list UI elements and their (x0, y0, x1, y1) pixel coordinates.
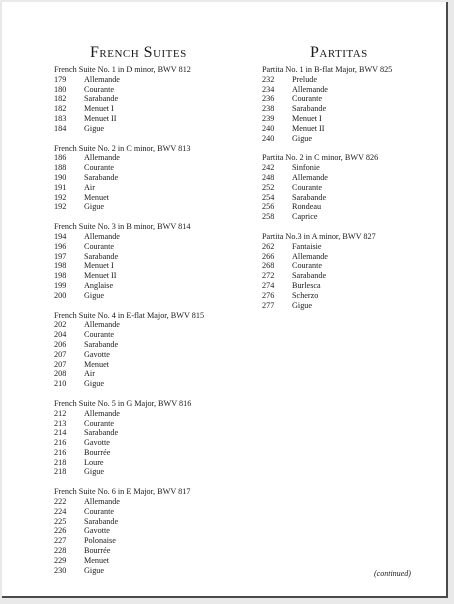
movement-name: Allemande (84, 320, 120, 330)
movement-row (262, 163, 392, 173)
suite-block (262, 153, 392, 222)
page-number: 225 (54, 516, 67, 526)
movement-name: Sarabande (84, 339, 119, 349)
suite-block (54, 399, 204, 477)
movement-name: Allemande (84, 231, 120, 241)
movement-name: Allemande (84, 408, 120, 418)
movement-name: Courante (292, 182, 323, 192)
movement-row (54, 153, 204, 163)
movement-row (54, 94, 204, 104)
movement-name: Courante (292, 94, 323, 104)
page-number: 232 (262, 74, 275, 84)
page-number: 218 (54, 457, 67, 467)
movement-name: Courante (84, 418, 115, 428)
suite-block (262, 232, 392, 310)
suite-block (262, 65, 392, 143)
movement-name: Bourrée (84, 447, 111, 457)
movement-row (54, 75, 204, 85)
movement-name: Menuet II (84, 271, 117, 281)
movement-name: Air (84, 369, 95, 379)
page-number: 242 (262, 163, 275, 173)
page-number: 198 (54, 261, 67, 271)
movement-name: Menuet (84, 359, 110, 369)
page-number: 199 (54, 280, 67, 290)
movement-name: Fantaisie (292, 241, 322, 251)
movement-name: Gigue (292, 300, 313, 310)
movement-name: Allemande (84, 153, 120, 163)
page-number: 183 (54, 113, 67, 123)
page-number: 184 (54, 123, 67, 133)
page-number: 210 (54, 379, 67, 389)
movement-row (54, 193, 204, 203)
movement-name: Menuet (84, 192, 110, 202)
page-number: 229 (54, 555, 67, 565)
movement-row (54, 232, 204, 242)
movement-row (54, 428, 204, 438)
movement-name: Menuet I (292, 113, 322, 123)
page-number: 186 (54, 153, 67, 163)
movement-row (54, 379, 204, 389)
document-page (2, 2, 448, 598)
page-number: 198 (54, 271, 67, 281)
page-number: 208 (54, 369, 67, 379)
page-number: 194 (54, 231, 67, 241)
movement-row (54, 369, 204, 379)
page-number: 182 (54, 94, 67, 104)
page-number: 202 (54, 320, 67, 330)
page-number: 236 (262, 94, 275, 104)
movement-name: Prelude (292, 74, 318, 84)
suite-title: Partita No. 1 in B-flat Major, BWV 825 (262, 65, 393, 74)
movement-row (54, 526, 204, 536)
page-number: 227 (54, 536, 67, 546)
section-heading-partitas: Partitas (310, 44, 368, 61)
movement-row (54, 320, 204, 330)
movement-row (262, 193, 392, 203)
movement-row (262, 124, 392, 134)
movement-name: Gigue (84, 379, 105, 389)
movement-name: Air (84, 182, 95, 192)
page-number: 276 (262, 290, 275, 300)
suite-title: Partita No. 2 in C minor, BWV 826 (262, 153, 379, 163)
page-number: 240 (262, 133, 275, 143)
page-number: 240 (262, 123, 275, 133)
movement-row (54, 291, 204, 301)
movement-row (262, 75, 392, 85)
page-number: 272 (262, 271, 275, 281)
page-number: 268 (262, 261, 275, 271)
suite-block (54, 222, 204, 300)
movement-row (54, 507, 204, 517)
page-number: 191 (54, 182, 67, 192)
movement-name: Polonaise (84, 536, 116, 546)
page-number: 214 (54, 428, 67, 438)
movement-name: Sarabande (292, 104, 327, 114)
movement-row (54, 448, 204, 458)
page-number: 207 (54, 359, 67, 369)
movement-row (54, 536, 204, 546)
page-number: 234 (262, 84, 275, 94)
movement-name: Sinfonie (292, 163, 320, 173)
movement-name: Sarabande (84, 428, 119, 438)
page-number: 230 (54, 565, 67, 575)
page-number: 252 (262, 182, 275, 192)
movement-name: Sarabande (292, 192, 327, 202)
suite-title: French Suite No. 1 in D minor, BWV 812 (54, 65, 191, 74)
movement-row (262, 291, 392, 301)
page-number: 216 (54, 438, 67, 448)
page-number: 200 (54, 290, 67, 300)
suite-block (54, 65, 204, 134)
movement-row (54, 566, 204, 576)
page-number: 192 (54, 192, 67, 202)
movement-name: Menuet (84, 555, 110, 565)
suite-list (262, 65, 392, 320)
movement-name: Allemande (292, 172, 328, 182)
movement-row (54, 546, 204, 556)
page-number: 218 (54, 467, 67, 477)
movement-row (54, 183, 204, 193)
movement-name: Sarabande (84, 172, 119, 182)
movement-name: Bourrée (84, 546, 111, 556)
movement-name: Gigue (84, 123, 105, 133)
movement-row (54, 261, 204, 271)
movement-row (262, 202, 392, 212)
movement-row (54, 497, 204, 507)
movement-row (54, 163, 204, 173)
page-number: 222 (54, 497, 67, 507)
movement-name: Gigue (84, 565, 105, 575)
page-number: 196 (54, 241, 67, 251)
page-number: 180 (54, 84, 67, 94)
page-number: 207 (54, 349, 67, 359)
movement-name: Courante (84, 241, 115, 251)
movement-row (54, 202, 204, 212)
movement-name: Gigue (84, 467, 105, 477)
movement-name: Gigue (84, 202, 105, 212)
movement-name: Courante (84, 330, 115, 340)
movement-name: Gavotte (84, 349, 110, 359)
movement-row (262, 271, 392, 281)
movement-name: Gigue (292, 133, 313, 143)
movement-name: Burlesca (292, 280, 321, 290)
movement-row (262, 85, 392, 95)
movement-name: Anglaise (84, 280, 114, 290)
movement-row (54, 242, 204, 252)
page-number: 258 (262, 212, 275, 222)
movement-row (54, 409, 204, 419)
movement-row (262, 183, 392, 193)
movement-row (54, 173, 204, 183)
page-number: 212 (54, 408, 67, 418)
page-number: 188 (54, 163, 67, 173)
movement-name: Gavotte (84, 526, 110, 536)
suite-title: Partita No.3 in A minor, BWV 827 (262, 231, 376, 241)
movement-row (262, 104, 392, 114)
movement-name: Scherzo (292, 290, 319, 300)
suite-title: French Suite No. 6 in E Major, BWV 817 (54, 487, 191, 497)
suite-block (54, 487, 204, 575)
movement-name: Courante (84, 163, 115, 173)
page-number: 226 (54, 526, 67, 536)
page-number: 204 (54, 330, 67, 340)
continued-note: (continued) (374, 569, 411, 578)
movement-name: Menuet II (84, 113, 117, 123)
movement-row (262, 252, 392, 262)
movement-name: Caprice (292, 212, 318, 222)
movement-row (262, 134, 392, 144)
suite-list (54, 65, 204, 585)
movement-name: Courante (292, 261, 323, 271)
page-number: 190 (54, 172, 67, 182)
movement-row (262, 212, 392, 222)
page-number: 262 (262, 241, 275, 251)
movement-row (54, 271, 204, 281)
movement-row (262, 94, 392, 104)
page-number: 228 (54, 546, 67, 556)
movement-name: Allemande (292, 84, 328, 94)
suite-title: French Suite No. 3 in B minor, BWV 814 (54, 222, 191, 232)
movement-name: Rondeau (292, 202, 322, 212)
movement-row (54, 517, 204, 527)
movement-name: Allemande (292, 251, 328, 261)
movement-row (54, 330, 204, 340)
movement-row (54, 438, 204, 448)
movement-row (54, 458, 204, 468)
movement-name: Courante (84, 84, 115, 94)
suite-block (54, 144, 204, 213)
movement-name: Gavotte (84, 438, 110, 448)
movement-row (262, 261, 392, 271)
page-number: 256 (262, 202, 275, 212)
suite-block (54, 311, 204, 389)
movement-name: Sarabande (292, 271, 327, 281)
page-number: 274 (262, 280, 275, 290)
movement-row (262, 173, 392, 183)
page-number: 277 (262, 300, 275, 310)
page-number: 248 (262, 172, 275, 182)
movement-name: Allemande (84, 74, 120, 84)
page-number: 254 (262, 192, 275, 202)
movement-row (54, 350, 204, 360)
movement-name: Loure (84, 457, 104, 467)
movement-row (54, 104, 204, 114)
page-number: 192 (54, 202, 67, 212)
movement-row (54, 467, 204, 477)
suite-title: French Suite No. 5 in G Major, BWV 816 (54, 398, 192, 408)
movement-name: Sarabande (84, 94, 119, 104)
movement-name: Courante (84, 506, 115, 516)
movement-name: Menuet I (84, 261, 114, 271)
movement-row (262, 281, 392, 291)
page-number: 182 (54, 104, 67, 114)
suite-title: French Suite No. 4 in E-flat Major, BWV 815 (54, 310, 205, 320)
movement-name: Gigue (84, 290, 105, 300)
movement-name: Menuet II (292, 123, 325, 133)
movement-row (54, 556, 204, 566)
movement-name: Sarabande (84, 516, 119, 526)
page-number: 239 (262, 113, 275, 123)
movement-row (54, 114, 204, 124)
movement-name: Allemande (84, 497, 120, 507)
section-heading-french-suites: French Suites (90, 44, 187, 61)
page-number: 197 (54, 251, 67, 261)
movement-name: Sarabande (84, 251, 119, 261)
movement-row (54, 360, 204, 370)
page-number: 206 (54, 339, 67, 349)
movement-row (262, 242, 392, 252)
movement-row (262, 301, 392, 311)
movement-row (54, 252, 204, 262)
suite-title: French Suite No. 2 in C minor, BWV 813 (54, 143, 191, 153)
movement-row (54, 85, 204, 95)
movement-row (54, 419, 204, 429)
page-number: 238 (262, 104, 275, 114)
page-number: 213 (54, 418, 67, 428)
page-number: 266 (262, 251, 275, 261)
movement-row (54, 124, 204, 134)
page-number: 216 (54, 447, 67, 457)
movement-row (262, 114, 392, 124)
page-number: 224 (54, 506, 67, 516)
movement-row (54, 281, 204, 291)
movement-name: Menuet I (84, 104, 114, 114)
page-number: 179 (54, 74, 67, 84)
movement-row (54, 340, 204, 350)
